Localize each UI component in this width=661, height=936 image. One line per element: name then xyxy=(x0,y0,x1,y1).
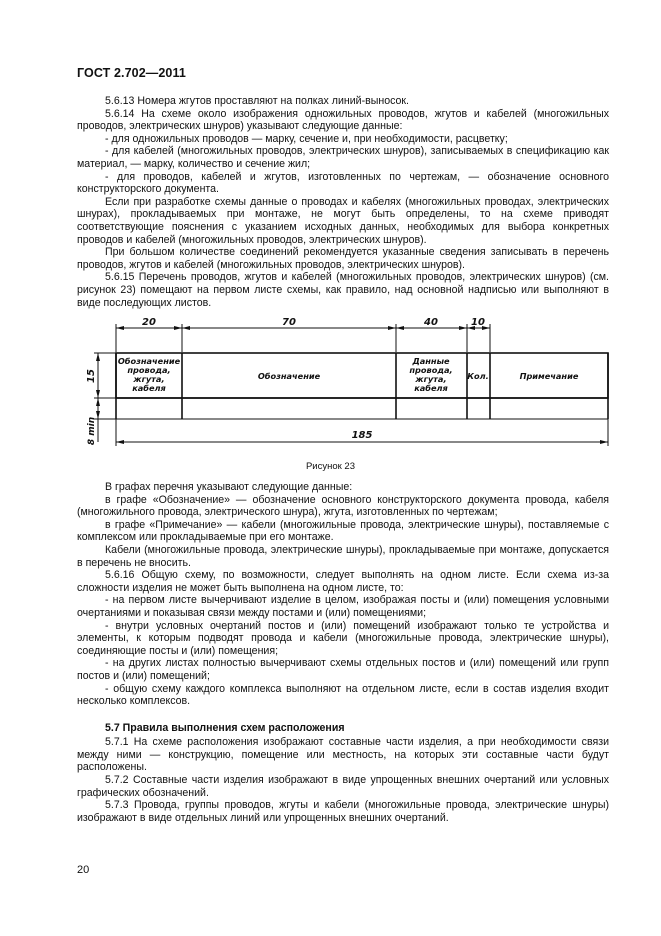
paragraph: В графах перечня указывают следующие данные: xyxy=(105,481,353,493)
paragraph: в графе «Примечание» — кабели (многожильные провода, электрические шнуры), поставляемые с комплексом или прокладываемые при его монтаже. xyxy=(77,518,609,544)
paragraph: Кабели (многожильные провода, электрические шнуры), прокладываемые при монтаже, допускается в перечень не вносить. xyxy=(77,543,609,569)
dimension-label: 20 xyxy=(142,317,156,328)
figure-caption: Рисунок 23 xyxy=(305,461,356,472)
arrow-icon xyxy=(96,390,100,398)
arrow-icon xyxy=(600,440,608,444)
paragraph: 5.7.1 На схеме расположения изображают составные части изделия, а при необходимости связи между ними — конструкцию, помещение или местность, на которых эти составные части будут расположены. xyxy=(77,736,609,774)
paragraph: 5.7.3 Провода, группы проводов, жгуты и кабели (многожильные провода, электрические шнуры) изображают в виде отдельных линий или упрощенных внешних очертаний. xyxy=(77,799,609,824)
column-header-line: кабеля xyxy=(414,383,448,393)
column-header-line: жгута, xyxy=(133,374,165,384)
paragraph: в графе «Обозначение» — обозначение основного конструкторского документа провода, кабеля (многожильного провода, электрического шнура), жгута, изготовленных по чертежам; xyxy=(77,493,609,519)
arrow-icon xyxy=(174,326,182,330)
dimension-label: 70 xyxy=(282,317,296,328)
arrow-icon xyxy=(116,326,124,330)
column-header-line: жгута, xyxy=(415,374,447,384)
dimension-label: 15 xyxy=(86,369,97,383)
arrow-icon xyxy=(396,326,404,330)
paragraph: 5.6.16 Общую схему, по возможности, следует выполнять на одном листе. Если схема из-за сложности изделия не может быть выполнена на одном листе, то: xyxy=(77,569,609,594)
arrow-icon xyxy=(388,326,396,330)
paragraph: Если при разработке схемы данные о проводах и кабелях (многожильных проводах, электрических шнурах), прокладываемых при монтаже, не могут быть определены, то на схеме приводят соответствующие пояснения с указанием исходных данных, необходимых для выбора конкретных проводов и кабелей (многожильных проводов, электрических шнуров). xyxy=(77,195,609,246)
dimension-label: 10 xyxy=(471,317,485,328)
arrow-icon xyxy=(116,440,124,444)
dimension-label: 185 xyxy=(351,430,373,441)
arrow-icon xyxy=(96,398,100,406)
figure-23-table-drawing xyxy=(0,316,661,456)
paragraph: 5.6.13 Номера жгутов проставляют на полках линий-выносок. xyxy=(105,95,409,107)
column-header: Примечание xyxy=(519,371,579,381)
column-header-line: провода, xyxy=(409,365,453,375)
arrow-icon xyxy=(96,353,100,361)
column-header-line: Обозначение xyxy=(117,356,181,366)
paragraph: 5.6.15 Перечень проводов, жгутов и кабелей (многожильных проводов, электрических шнуров) (см. рисунок 23) помещают на первом листе схемы, как правило, над основной надписью или выполняют в виде последующих листов. xyxy=(77,271,609,309)
text-block-bottom xyxy=(77,481,609,824)
paragraph: - для проводов, кабелей и жгутов, изготовленных по чертежам, — обозначение основного конструкторского документа. xyxy=(77,170,609,196)
paragraph: 5.6.14 На схеме около изображения одножильных проводов, жгутов и кабелей (многожильных проводов, электрических шнуров) указывают следующие данные: xyxy=(77,107,609,133)
arrow-icon xyxy=(182,326,190,330)
paragraph: - на первом листе вычерчивают изделие в целом, изображая посты и (или) помещения условными очертаниями и показывая связи между постами и (или) помещениями; xyxy=(77,594,609,619)
column-header: Кол. xyxy=(467,371,489,381)
column-header-line: Данные xyxy=(412,356,450,366)
column-header: Обозначение xyxy=(257,371,321,381)
paragraph: - на других листах полностью вычерчивают схемы отдельных постов и (или) помещений или групп постов и (или) помещений; xyxy=(77,657,609,682)
section-heading: 5.7 Правила выполнения схем расположения xyxy=(105,721,345,734)
paragraph: - для кабелей (многожильных проводов, электрических шнуров), записываемых в спецификацию как материал, — марку, количество и сечение жил; xyxy=(77,145,609,170)
arrow-icon xyxy=(459,326,467,330)
paragraph: - общую схему каждого комплекса выполняют на отдельном листе, если в состав изделия входит несколько комплексов. xyxy=(77,682,609,708)
column-header-line: кабеля xyxy=(132,383,166,393)
dimension-label: 8 min xyxy=(87,416,97,446)
paragraph: 5.7.2 Составные части изделия изображают в виде упрощенных внешних очертаний или условных графических обозначений. xyxy=(77,774,609,799)
dimension-label: 40 xyxy=(424,317,438,328)
paragraph: - для одножильных проводов — марку, сечение и, при необходимости, расцветку; xyxy=(105,132,508,145)
text-block-top xyxy=(77,95,609,309)
paragraph: - внутри условных очертаний постов и (или) помещений изображают только те устройства и элементы, к которым подводят провода и кабели (многожильные провода, электрические шнуры), соединяющие посты и (или) помещения; xyxy=(77,619,609,657)
document-header: ГОСТ 2.702—2011 xyxy=(77,66,186,80)
column-header-line: провода, xyxy=(127,365,171,375)
paragraph: При большом количестве соединений рекомендуется указанные сведения записывать в перечень проводов, жгутов и кабелей (многожильных проводов, электрических шнуров). xyxy=(77,246,609,271)
page-number: 20 xyxy=(77,864,90,876)
